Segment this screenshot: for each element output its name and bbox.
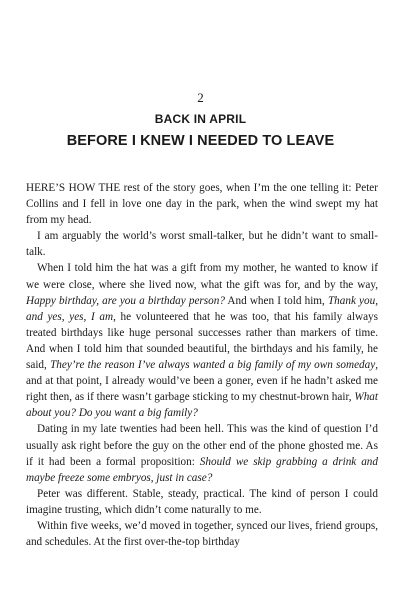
paragraph-1 (26, 180, 378, 228)
chapter-body (26, 180, 378, 550)
paragraph-2-text: I am arguably the world’s worst small-talker, but he didn’t want to small-talk. (26, 230, 378, 259)
paragraph-1-text: HERE’S HOW THE rest of the story goes, when I’m the one telling it: Peter Collins and I fell in love one day in the park, when the wind swept my hat from my head. (26, 182, 378, 227)
paragraph-2 (26, 228, 378, 260)
paragraph-3-text-4: , and at that point, I already would’ve been a goner, even if he hadn’t asked me right then, as if there wasn’t garbage sticking to my chestnut-brown hair, (26, 359, 378, 404)
paragraph-4-italic-1: Should we skip grabbing a drink and maybe freeze some embryos, just in case? (26, 455, 378, 484)
paragraph-6-text: Within five weeks, we’d moved in together, synced our lives, friend groups, and schedules. At the first over-the-top birthday (26, 519, 378, 549)
chapter-heading (0, 90, 401, 150)
chapter-title: BEFORE I KNEW I NEEDED TO LEAVE (66, 133, 335, 149)
paragraph-4 (26, 421, 378, 485)
chapter-number: 2 (197, 90, 204, 105)
paragraph-3-text-1: When I told him the hat was a gift from my mother, he wanted to know if we were close, where she lived now, what the gift was for, and by the way, (26, 262, 378, 291)
paragraph-3-italic-3: They’re the reason I’ve always wanted a big family of my own someday (50, 359, 376, 372)
paragraph-4-text-1: Dating in my late twenties had been hell. This was the kind of question I’d usually ask right before the guy on the other end of the phone ghosted me. As if it had been a formal proposition: (26, 423, 378, 468)
paragraph-3-text-2: And when I told him, (224, 294, 328, 307)
paragraph-6 (26, 518, 378, 550)
paragraph-5 (26, 486, 378, 518)
paragraph-3 (26, 260, 378, 421)
paragraph-3-italic-2: Thank you, and yes, yes, I am (26, 294, 378, 323)
paragraph-3-text-3: , he volunteered that he was too, that his family always treated birthdays like huge personal successes rather than markers of time. And when I told him that sounded beautiful, the birthdays and his family, he said, (26, 310, 378, 372)
chapter-kicker: BACK IN APRIL (154, 112, 247, 126)
paragraph-5-text: Peter was different. Stable, steady, practical. The kind of person I could imagine trusting, which didn’t come naturally to me. (26, 487, 378, 516)
paragraph-3-italic-4: What about you? Do you want a big family? (26, 391, 378, 420)
paragraph-3-italic-1: Happy birthday, are you a birthday person? (26, 294, 225, 307)
